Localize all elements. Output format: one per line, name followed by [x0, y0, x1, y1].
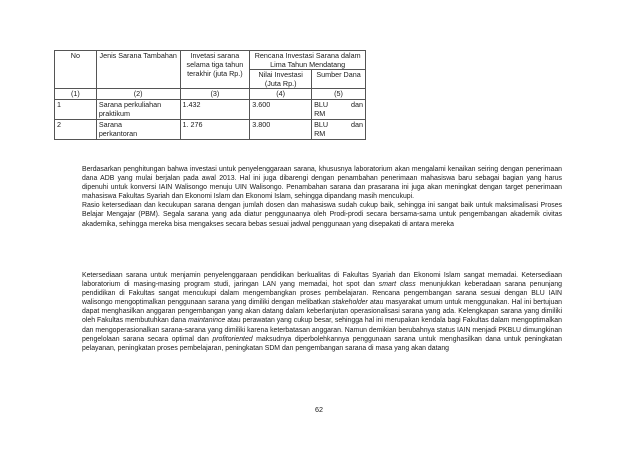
paragraph-block-2 — [82, 271, 562, 353]
cell-investasi: 1. 276 — [180, 120, 250, 140]
cell-jenis — [96, 120, 180, 140]
sumber-word: dan — [351, 100, 363, 109]
paragraph-ketersediaan — [82, 271, 562, 353]
col-number: (4) — [250, 89, 312, 100]
paragraph-block-1 — [82, 165, 562, 229]
cell-sumber — [312, 100, 366, 120]
cell-investasi: 1.432 — [180, 100, 250, 120]
col-number: (3) — [180, 89, 250, 100]
text-run: atau perawatan yang cukup besar, sehingga hal ini merupakan kendala bagi Fakultas dalam mengoptimalkan dan mengoperasionalkan sarana-sarana yang dimiliki karena keterbatasan anggaran. Namun demikian berubahnya status IAIN menjadi PKBLU dimungkinan pengelolaan sarana secara optimal dan — [82, 317, 562, 343]
cell-nilai: 3.800 — [250, 120, 312, 140]
cell-jenis-line1: Sarana — [98, 120, 122, 129]
page-number: 62 — [315, 405, 323, 414]
italic-term: smart class — [378, 281, 416, 289]
col-number: (2) — [96, 89, 180, 100]
col-number: (5) — [312, 89, 366, 100]
italic-term: profitoriented — [212, 335, 253, 343]
table-row — [55, 120, 366, 140]
italic-term: maintanince — [188, 317, 226, 325]
cell-jenis-line1: Sarana perkuliahan — [98, 100, 162, 109]
cell-sumber-line1 — [314, 100, 363, 109]
table-header-row — [55, 51, 366, 70]
header-sumber: Sumber Dana — [312, 70, 366, 89]
sumber-word: BLU — [314, 120, 329, 129]
cell-no: 1 — [55, 100, 97, 120]
header-no: No — [55, 51, 97, 89]
header-investasi: Invetasi sarana selama tiga tahun terakhir (juta Rp.) — [180, 51, 250, 89]
cell-no: 2 — [55, 120, 97, 140]
cell-jenis — [96, 100, 180, 120]
cell-sumber-line2: RM — [314, 129, 326, 138]
sumber-word: BLU — [314, 100, 329, 109]
header-nilai: Nilai Investasi (Juta Rp.) — [250, 70, 312, 89]
cell-nilai: 3.600 — [250, 100, 312, 120]
header-jenis: Jenis Sarana Tambahan — [96, 51, 180, 89]
text-run: menunjukkan keberadaan sarana penunjang pendidikan di Fakultas sangat mencukupi dalam mengembangkan proses pembelajaran. Rencana pengembangan sarana sesuai dengan BLU IAIN walisongo mengoptimalkan penggunaan sarana yang dimiliki dengan melibatkan — [82, 281, 562, 307]
cell-sumber-line2: RM — [314, 109, 326, 118]
cell-sumber — [312, 120, 366, 140]
sumber-word: dan — [351, 120, 363, 129]
column-number-row — [55, 89, 366, 100]
italic-term: stakeholder — [332, 299, 368, 307]
cell-sumber-line1 — [314, 120, 363, 129]
cell-jenis-line2: perkantoran — [98, 129, 138, 138]
header-rencana: Rencana Investasi Sarana dalam Lima Tahun Mendatang — [250, 51, 366, 70]
col-number: (1) — [55, 89, 97, 100]
text-run: Ketersediaan sarana untuk menjamin penyelenggaraan pendidikan berkualitas di Fakultas Syariah dan Ekonomi Islam sangat memadai. Ketersediaan laboratorium di masing-masing program studi, jaringan LAN yang memadai, hot spot dan — [82, 272, 562, 289]
table-row — [55, 100, 366, 120]
cell-jenis-line2: praktikum — [98, 109, 130, 118]
investment-table — [54, 50, 366, 140]
paragraph-rasio: Rasio ketersediaan dan kecukupan sarana dengan jumlah dosen dan mahasiswa sudah cukup baik, sehingga ini sangat baik untuk maksimalisasi Proses Belajar Mengajar (PBM). Segala sarana yang ada diatur penggunaanya oleh Prodi-prodi secara bersama-sama untuk pengembangan akademik civitas akademika, sehingga mereka bisa mengakses secara bebas sesuai jadwal penggunaan yang disepakati di antara mereka — [82, 202, 562, 228]
text-run: atau masyarakat umum untuk menggunakan. Hal ini bertujuan dapat menghasilkan anggaran pengembangan yang akan datang dalam keberlanjutan operasionalisasi sarana yang ada. Kelengkapan sarana yang dimiliki oleh Fakultas membutuhkan dana — [82, 299, 562, 325]
text-run: maksudnya diperbolehkannya penggunaan sarana untuk menghasilkan dana untuk peningkatan pelayanan, peningkatan proses pembelajaran, peningkatan SDM dan pengembangan sarana di masa yang akan datang — [82, 335, 563, 352]
paragraph-investasi: Berdasarkan penghitungan bahwa investasi untuk penyelenggaraan sarana, khususnya laboratorium akan mengalami kenaikan seiring dengan penerimaan dana ADB yang mulai berjalan pada awal 2013. Hal ini juga dibarengi dengan penambahan penerimaan mahasiswa baru sebagai bagian yang harus dipenuhi untuk konversi IAIN Walisongo menuju UIN Walisongo. Penambahan sarana dan prasarana ini juga akan meningkat dengan target penerimaan mahasiswa Fakultas Syariah dan Ekonomi Islam dan Ekonomi Islam, sehingga dipandang masih mencukupi. — [82, 166, 562, 201]
